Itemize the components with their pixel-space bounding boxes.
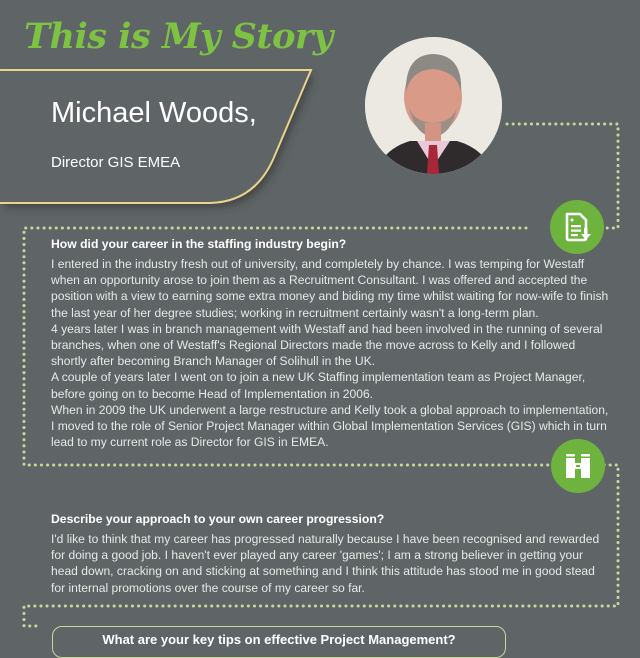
answer-paragraph: 4 years later I was in branch management with Westaff and had been involved in the running of several branches, when one of Westaff's Regional Directors made the move across to Kelly and I followed shortly after becoming Branch Manager of Solihull in the UK.: [51, 321, 603, 369]
question-heading: What are your key tips on effective Project Management?: [102, 632, 456, 647]
section-career-start: [51, 236, 611, 450]
answer-paragraph: I entered in the industry fresh out of university, and completely by chance. I was temping for Westaff when an opportunity arose to join them as a Recruitment Consultant. I was offered and accepted the position with a view to earning some extra money and biding my time whilst waiting for now-wife to finish the last year of her degree studies; working in recruitment certainly wasn't a long-term plan.: [51, 257, 609, 320]
answer-text: [51, 531, 611, 596]
section-career-progression: [51, 511, 611, 596]
answer-text: [51, 256, 611, 450]
page-title: This is My Story: [24, 16, 333, 57]
answer-paragraph: When in 2009 the UK underwent a large restructure and Kelly took a global approach to implementation, I moved to the role of Senior Project Manager within Global Implementation Services (GIS) which in turn lead to my current role as Director for GIS in EMEA.: [51, 402, 609, 450]
answer-paragraph: A couple of years later I went on to join a new UK Staffing implementation team as Project Manager, before going on to become Head of Implementation in 2006.: [51, 370, 586, 401]
person-name: Michael Woods,: [51, 97, 257, 129]
answer-paragraph: I'd like to think that my career has progressed naturally because I have been recognised and rewarded for doing a good job. I haven't ever played any career 'games'; I am a strong believer in getting your head down, cracking on and sticking at something and I think this attitude has stood me in good stead for internal promotions over the course of my career so far.: [51, 532, 600, 595]
question-heading: How did your career in the staffing industry begin?: [51, 237, 347, 251]
question-heading: Describe your approach to your own career progression?: [51, 512, 385, 526]
tips-question-box: [52, 626, 506, 658]
person-role: Director GIS EMEA: [51, 154, 181, 171]
